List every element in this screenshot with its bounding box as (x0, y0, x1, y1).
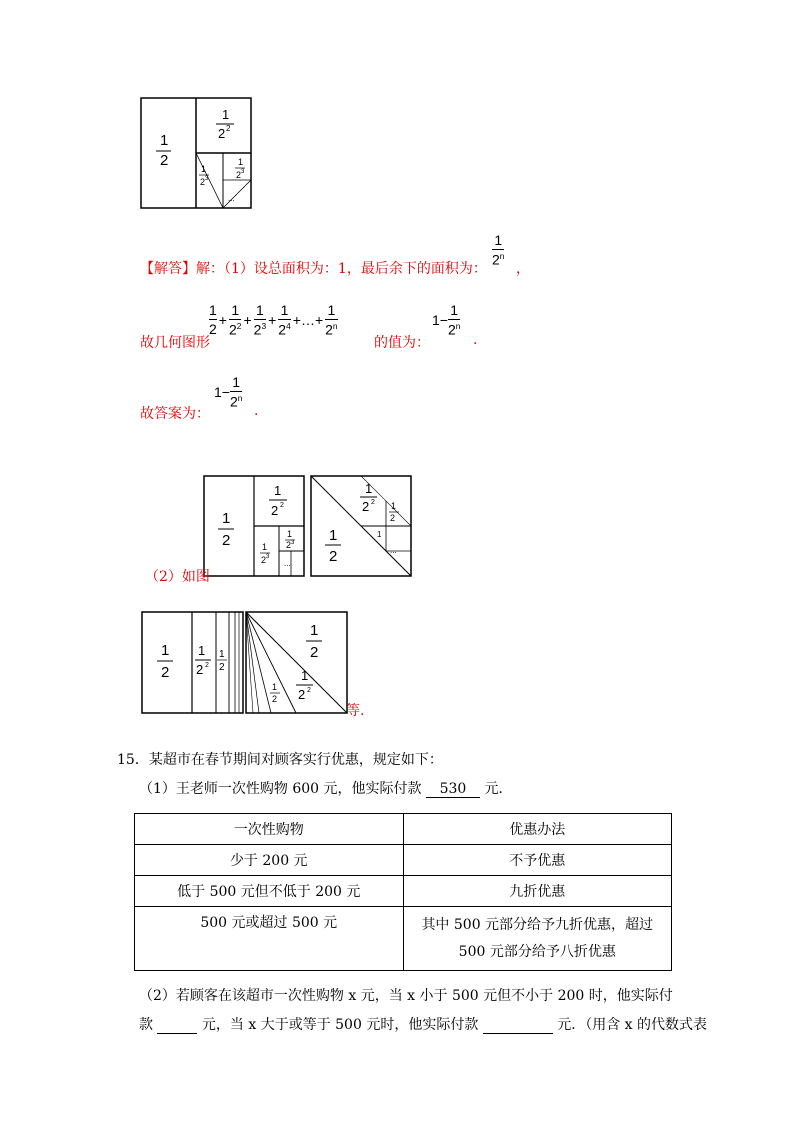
svg-text:2: 2 (205, 662, 209, 669)
fig1-quarter-num: 1 (222, 107, 230, 122)
table-cell: 低于 500 元但不低于 200 元 (135, 876, 404, 907)
question-part2-line1: （2）若顾客在该超市一次性购物 x 元，当 x 小于 500 元但不小于 200 时，他实际付 (139, 988, 673, 1004)
svg-text:2: 2 (161, 664, 170, 681)
svg-text:2: 2 (261, 555, 267, 565)
svg-text:1: 1 (287, 529, 293, 539)
table-row (135, 876, 672, 907)
svg-text:1: 1 (222, 510, 231, 527)
svg-text:2: 2 (226, 124, 231, 133)
series-term-4: $\frac{1}{2^4}$ (278, 302, 291, 338)
svg-text:2: 2 (307, 687, 311, 694)
svg-text:...: ... (390, 546, 397, 555)
figure-2-square-divisions (203, 475, 415, 578)
geometric-series: $\frac{1}{2}$ + $\frac{1}{2^2}$ + $\frac{1}{2^3}$ + $\frac{1}{2^4}$ +…+ $\frac{1}{2^n}$ (209, 302, 338, 338)
svg-text:1: 1 (161, 642, 170, 659)
solution-line1 (140, 258, 487, 278)
table-header-cell: 一次性购物 (135, 814, 404, 845)
svg-text:2: 2 (329, 548, 338, 565)
svg-text:2: 2 (286, 540, 292, 550)
series-term-n: $\frac{1}{2^n}$ (325, 302, 338, 338)
svg-text:...: ... (284, 559, 291, 568)
svg-text:2: 2 (362, 499, 370, 514)
svg-text:2: 2 (196, 662, 204, 677)
fig1-half-num: 1 (160, 132, 169, 149)
series-term-3: $\frac{1}{2^3}$ (253, 302, 267, 338)
discount-rules-table (134, 813, 672, 971)
svg-text:2: 2 (272, 694, 278, 704)
series-term-1: $\frac{1}{2}$ (209, 302, 217, 338)
svg-text:1: 1 (219, 649, 225, 660)
table-header-cell: 优惠办法 (403, 814, 672, 845)
fig1-half-den: 2 (160, 152, 169, 169)
svg-text:3: 3 (205, 176, 209, 182)
svg-text:1: 1 (329, 527, 338, 544)
svg-text:1: 1 (201, 164, 207, 174)
svg-text:1: 1 (238, 157, 244, 167)
table-row (135, 907, 672, 971)
solution-tag: 【解答】 (140, 261, 196, 277)
svg-text:1: 1 (310, 622, 319, 639)
part1-answer-blank: 530 (426, 781, 480, 798)
svg-text:1: 1 (272, 682, 278, 692)
part2-answer-blank-2 (483, 1017, 553, 1034)
part2-label: （2）如图 (145, 569, 210, 585)
svg-text:2: 2 (271, 503, 279, 518)
table-cell: 其中 500 元部分给予九折优惠，超过 500 元部分给予八折优惠 (403, 907, 672, 971)
solution-line1-end: ， (516, 261, 530, 277)
answer-expression: 1− $\frac{1}{2^n}$ (214, 374, 243, 410)
svg-text:2: 2 (236, 170, 242, 180)
table-cell: 少于 200 元 (135, 845, 404, 876)
figure-3-strip-divisions (141, 610, 349, 715)
part2-end: 等. (346, 703, 365, 719)
table-cell: 九折优惠 (403, 876, 672, 907)
svg-text:2: 2 (310, 644, 319, 661)
svg-text:1: 1 (262, 542, 268, 552)
svg-text:3: 3 (241, 169, 245, 175)
table-cell: 不予优惠 (403, 845, 672, 876)
svg-text:2: 2 (218, 126, 226, 141)
svg-text:2: 2 (390, 513, 396, 523)
svg-text:2: 2 (219, 662, 225, 673)
table-row (135, 845, 672, 876)
remaining-area-fraction: 1 2$^n$ (492, 232, 505, 268)
question-number: 15． (117, 752, 149, 768)
question-part1: （1）王老师一次性购物 600 元，他实际付款 530 元. (139, 781, 503, 797)
table-cell: 500 元或超过 500 元 (135, 907, 404, 971)
svg-text:2: 2 (298, 687, 306, 702)
svg-text:1: 1 (198, 643, 206, 658)
svg-text:...: ... (228, 194, 235, 203)
svg-text:1: 1 (301, 668, 309, 683)
svg-text:2: 2 (200, 177, 206, 187)
svg-text:1: 1 (391, 501, 397, 511)
series-term-2: $\frac{1}{2^2}$ (228, 302, 242, 338)
svg-text:2: 2 (280, 502, 284, 509)
svg-text:1: 1 (365, 481, 373, 496)
series-result: 1− $\frac{1}{2^n}$ (432, 302, 461, 338)
svg-text:2: 2 (371, 499, 375, 506)
answer-label: 故答案为： (140, 406, 210, 422)
part2-answer-blank-1 (157, 1017, 197, 1034)
svg-text:1: 1 (274, 483, 282, 498)
solution-line2-prefix: 故几何图形 (140, 335, 210, 351)
figure-1-square-division (140, 97, 254, 211)
svg-text:1: 1 (377, 530, 382, 539)
value-of-label: 的值为： (374, 335, 430, 351)
svg-text:3: 3 (291, 540, 295, 546)
solution-line1-text: 解：（1）设总面积为：1，最后余下的面积为： (196, 261, 487, 277)
question-part2-line2: 款 元，当 x 大于或等于 500 元时，他实际付款 元．（用含 x 的代数式表 (139, 1017, 708, 1033)
result-period: . (473, 332, 478, 348)
svg-text:2: 2 (222, 532, 231, 549)
question-stem-text: 某超市在春节期间对顾客实行优惠，规定如下： (148, 752, 443, 768)
answer-period: . (254, 403, 259, 419)
svg-text:3: 3 (266, 554, 270, 560)
table-header-row (135, 814, 672, 845)
question-15-stem (117, 749, 443, 769)
